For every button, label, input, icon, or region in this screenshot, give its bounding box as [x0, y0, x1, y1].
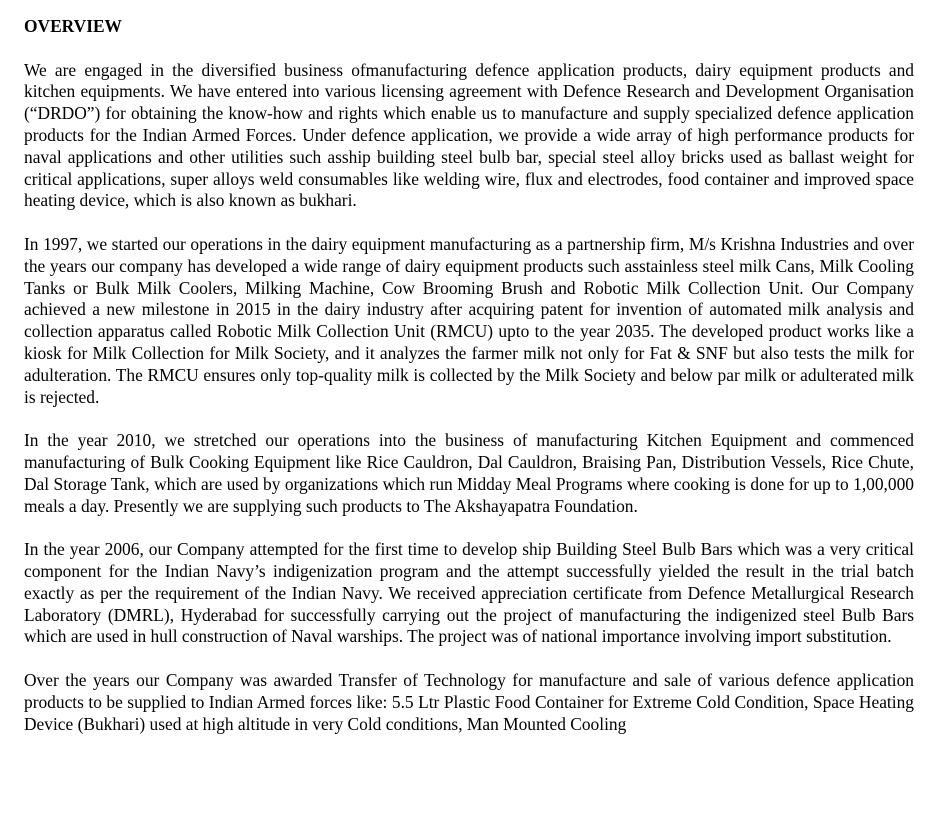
document-page	[24, 16, 914, 735]
paragraph-dairy-equipment: In 1997, we started our operations in the dairy equipment manufacturing as a partnership firm, M/s Krishna Industries and over the years our company has developed a wide range of dairy equipment products such asstainless steel milk Cans, Milk Cooling Tanks or Bulk Milk Coolers, Milking Machine, Cow Brooming Brush and Robotic Milk Collection Unit. Our Company achieved a new milestone in 2015 in the dairy industry after acquiring patent for invention of automated milk analysis and collection apparatus called Robotic Milk Collection Unit (RMCU) upto to the year 2035. The developed product works like a kiosk for Milk Collection for Milk Society, and it analyzes the farmer milk not only for Fat & SNF but also tests the milk for adulteration. The RMCU ensures only top-quality milk is collected by the Milk Society and below par milk or adulterated milk is rejected.	[24, 233, 914, 407]
paragraph-kitchen-equipment: In the year 2010, we stretched our operations into the business of manufacturing Kitchen Equipment and commenced manufacturing of Bulk Cooking Equipment like Rice Cauldron, Dal Cauldron, Braising Pan, Distribution Vessels, Rice Chute, Dal Storage Tank, which are used by organizations which run Midday Meal Programs where cooking is done for up to 1,00,000 meals a day. Presently we are supplying such products to The Akshayapatra Foundation.	[24, 430, 914, 516]
paragraph-transfer-of-technology: Over the years our Company was awarded Transfer of Technology for manufacture and sale of various defence application products to be supplied to Indian Armed forces like: 5.5 Ltr Plastic Food Container for Extreme Cold Condition, Space Heating Device (Bukhari) used at high altitude in very Cold conditions, Man Mounted Cooling	[24, 669, 914, 734]
paragraph-bulb-bars: In the year 2006, our Company attempted for the first time to develop ship Building Steel Bulb Bars which was a very critical component for the Indian Navy’s indigenization program and the attempt successfully yielded the result in the trial batch exactly as per the requirement of the Indian Navy. We received appreciation certificate from Defence Metallurgical Research Laboratory (DMRL), Hyderabad for successfully carrying out the project of manufacturing the indigenized steel Bulb Bars which are used in hull construction of Naval warships. The project was of national importance involving import substitution.	[24, 539, 914, 647]
paragraph-business-overview: We are engaged in the diversified business ofmanufacturing defence application products, dairy equipment products and kitchen equipments. We have entered into various licensing agreement with Defence Research and Development Organisation (“DRDO”) for obtaining the know-how and rights which enable us to manufacture and supply specialized defence application products for the Indian Armed Forces. Under defence application, we provide a wide array of high performance products for naval applications and other utilities such asship building steel bulb bar, special steel alloy bricks used as ballast weight for critical applications, super alloys weld consumables like welding wire, flux and electrodes, food container and improved space heating device, which is also known as bukhari.	[24, 59, 914, 211]
section-heading: OVERVIEW	[24, 16, 122, 36]
